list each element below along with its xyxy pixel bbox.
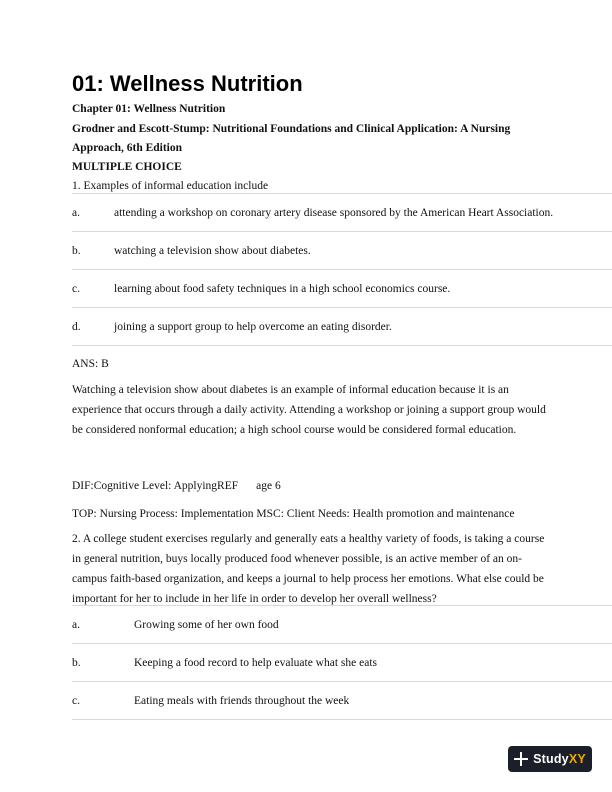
option-text: learning about food safety techniques in a high school economics course. bbox=[114, 283, 451, 295]
studyxy-badge[interactable] bbox=[508, 746, 592, 772]
topic-line: TOP: Nursing Process: Implementation MSC: Client Needs: Health promotion and maintenance bbox=[72, 508, 515, 520]
option-letter: a. bbox=[72, 619, 80, 631]
option-letter: a. bbox=[72, 207, 80, 219]
question-1-options bbox=[72, 193, 612, 346]
difficulty-text: DIF:Cognitive Level: ApplyingREF bbox=[72, 480, 239, 492]
option-text: Eating meals with friends throughout the week bbox=[134, 695, 350, 707]
answer-key: ANS: B bbox=[72, 358, 109, 370]
question-2-options bbox=[72, 605, 612, 720]
rationale-text: Watching a television show about diabetes is an example of informal education because it is an experience that occurs through a daily activity. Attending a workshop or joining a support group would be considered nonformal education; a high school course would be considered formal education. bbox=[72, 384, 546, 436]
book-title-line-2: Approach, 6th Edition bbox=[72, 142, 183, 154]
option-text: Growing some of her own food bbox=[134, 619, 279, 631]
page-reference: age 6 bbox=[256, 480, 281, 492]
option-text: joining a support group to help overcome an eating disorder. bbox=[114, 321, 392, 333]
option-row bbox=[72, 681, 612, 720]
option-text: attending a workshop on coronary artery disease sponsored by the American Heart Association. bbox=[114, 207, 554, 219]
option-row bbox=[72, 643, 612, 681]
question-2-prompt: 2. A college student exercises regularly and generally eats a healthy variety of foods, is taking a course in general nutrition, buys locally produced food whenever possible, is an active member of an on-campus faith-based organization, and keeps a journal to help process her emotions. What else could be important for her to include in her life in order to develop her overall wellness? bbox=[72, 533, 545, 605]
plus-icon bbox=[514, 752, 528, 766]
question-1-prompt: 1. Examples of informal education include bbox=[72, 180, 269, 192]
option-letter: c. bbox=[72, 695, 80, 707]
option-row bbox=[72, 193, 612, 231]
option-letter: b. bbox=[72, 245, 81, 257]
option-text: Keeping a food record to help evaluate what she eats bbox=[134, 657, 377, 669]
studyxy-logo-text bbox=[533, 752, 586, 766]
option-row bbox=[72, 231, 612, 269]
option-row bbox=[72, 269, 612, 307]
option-row bbox=[72, 307, 612, 346]
option-letter: d. bbox=[72, 321, 81, 333]
option-text: watching a television show about diabetes. bbox=[114, 245, 311, 257]
brand-accent: XY bbox=[568, 752, 586, 766]
option-letter: c. bbox=[72, 283, 80, 295]
page-title: 01: Wellness Nutrition bbox=[72, 71, 303, 96]
option-letter: b. bbox=[72, 657, 81, 669]
brand-main: Study bbox=[533, 752, 569, 766]
difficulty-line bbox=[72, 478, 281, 494]
section-heading: MULTIPLE CHOICE bbox=[72, 161, 182, 173]
chapter-heading: Chapter 01: Wellness Nutrition bbox=[72, 103, 226, 115]
book-title-line-1: Grodner and Escott-Stump: Nutritional Foundations and Clinical Application: A Nursing bbox=[72, 123, 511, 135]
option-row bbox=[72, 605, 612, 643]
